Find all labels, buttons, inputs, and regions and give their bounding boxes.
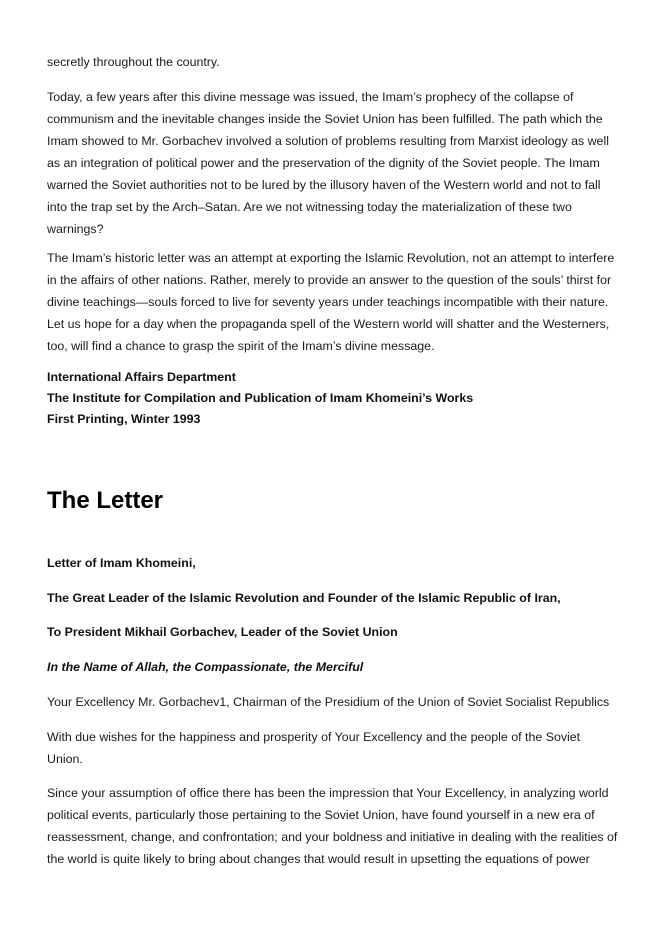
text-line: as an integration of political power and the preservation of the dignity of the Soviet people. The Imam [47, 156, 600, 170]
text-line: With due wishes for the happiness and prosperity of Your Excellency and the people of the Soviet [47, 730, 581, 744]
letter-invocation: In the Name of Allah, the Compassionate, the Merciful [47, 660, 364, 674]
letter-salutation: Your Excellency Mr. Gorbachev1, Chairman of the Presidium of the Union of Soviet Socialist Republics [47, 695, 610, 709]
text-line: warnings? [47, 222, 104, 236]
text-line: Today, a few years after this divine message was issued, the Imam’s prophecy of the collapse of [47, 90, 574, 104]
signature-printing: First Printing, Winter 1993 [47, 412, 201, 426]
text-line: divine teachings—souls forced to live for seventy years under teachings incompatible with their nature. [47, 295, 609, 309]
letter-header-to: To President Mikhail Gorbachev, Leader of the Soviet Union [47, 625, 398, 639]
signature-department: International Affairs Department [47, 370, 236, 384]
text-line: Let us hope for a day when the propaganda spell of the Western world will shatter and the Westerners, [47, 317, 610, 331]
text-line: reassessment, change, and confrontation; and your boldness and initiative in dealing with the realities of [47, 830, 618, 844]
text-line: Since your assumption of office there has been the impression that Your Excellency, in analyzing world [47, 786, 609, 800]
signature-institute: The Institute for Compilation and Publication of Imam Khomeini’s Works [47, 391, 474, 405]
text-line: Union. [47, 752, 83, 766]
text-line: political events, particularly those pertaining to the Soviet Union, have found yourself in a new era of [47, 808, 595, 822]
text-line: secretly throughout the country. [47, 55, 220, 69]
letter-header-from: Letter of Imam Khomeini, [47, 556, 196, 570]
text-line: the world is quite likely to bring about changes that would result in upsetting the equations of power [47, 852, 590, 866]
text-line: The Imam’s historic letter was an attempt at exporting the Islamic Revolution, not an attempt to interfere [47, 251, 615, 265]
text-line: Imam showed to Mr. Gorbachev involved a solution of problems resulting from Marxist ideology as well [47, 134, 609, 148]
text-line: too, will find a chance to grasp the spirit of the Imam’s divine message. [47, 339, 435, 353]
letter-header-title: The Great Leader of the Islamic Revolution and Founder of the Islamic Republic of Iran, [47, 591, 561, 605]
text-line: warned the Soviet authorities not to be lured by the illusory haven of the Western world and not to fall [47, 178, 601, 192]
text-line: in the affairs of other nations. Rather, merely to provide an answer to the question of the souls’ thirst for [47, 273, 612, 287]
text-line: into the trap set by the Arch–Satan. Are we not witnessing today the materialization of these two [47, 200, 572, 214]
text-line: communism and the inevitable changes inside the Soviet Union has been fulfilled. The path which the [47, 112, 603, 126]
section-title: The Letter [47, 487, 164, 514]
